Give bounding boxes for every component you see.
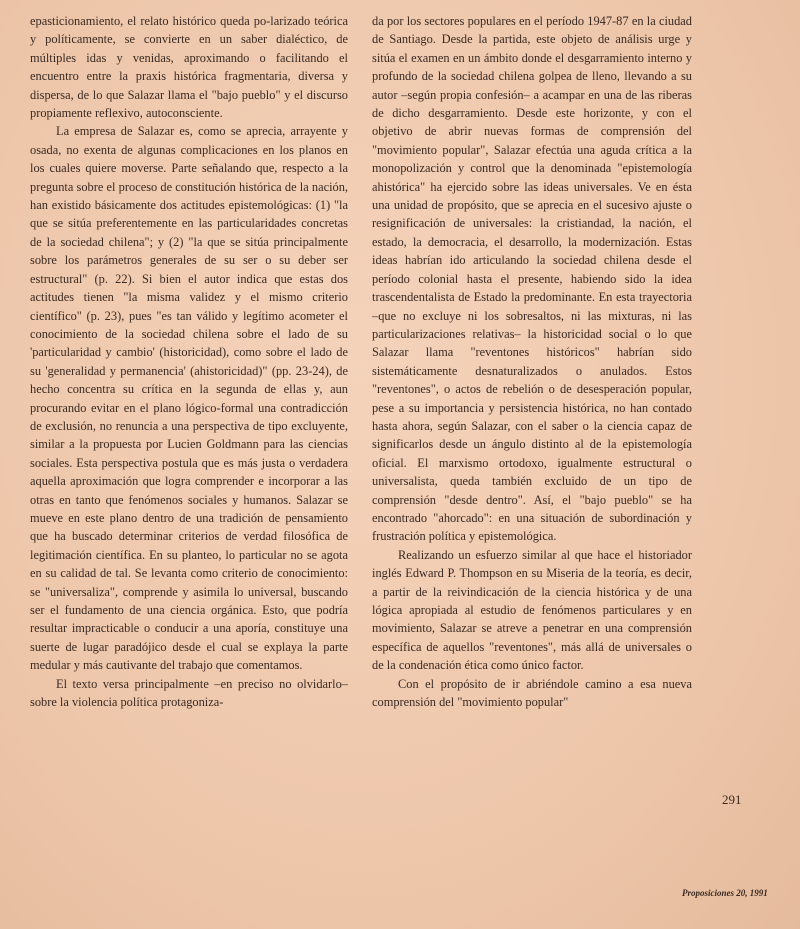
paragraph: Con el propósito de ir abriéndole camino a esa nueva comprensión del "movimiento popular" [372, 676, 692, 710]
right-text-column [372, 12, 692, 711]
paragraph: epasticionamiento, el relato histórico queda po-larizado teórica y políticamente, se convierte en un saber dialéctico, de múltiples idas y venidas, aproximando o facilitando el encuentro entre la praxis histórica fragmentaria, diversa y dispersa, de lo que Salazar llama el "bajo pueblo" y el discurso propiamente reflexivo, autoconsciente. [30, 14, 348, 121]
journal-footer: Proposiciones 20, 1991 [682, 888, 768, 898]
paragraph: La empresa de Salazar es, como se aprecia, arrayente y osada, no exenta de algunas complicaciones en los planos en los cuales quiere moverse. Parte señalando que, respecto a la pregunta sobre el proceso de constitución histórica de la nación, han existido básicamente dos actitudes epistemológicas: (1) "la que se sitúa preferentemente en las particularidades concretas de la sociedad chilena"; y (2) "la que se sitúa principalmente sobre los parámetros generales de su ser o su deber ser estructural" (p. 22). Si bien el autor indica que estas dos actitudes tienen "la misma validez y el mismo criterio científico" (p. 23), pues "es tan válido y legítimo acometer el conocimiento de la sociedad chilena sobre el lado de su 'particularidad y cambio' (historicidad), como sobre el lado de su 'generalidad y permanencia' (ahistoricidad)" (pp. 23-24), de hecho concentra su crítica en la segunda de ellas y, aun procurando evitar en el plano lógico-formal una contradicción de exclusión, no renuncia a una perspectiva de tipo excluyente, similar a la propuesta por Lucien Goldmann para las ciencias sociales. Esta perspectiva postula que es más justa o verdadera aquella aproximación que logra comprender e incorporar a las otras en tanto que fenómenos sociales y humanos. Salazar se mueve en este plano dentro de una tradición de pensamiento que ha buscado determinar criterios de verdad filosófica de legitimación científica. En su planteo, lo particular no se agota en su calidad de tal. Se levanta como criterio de conocimiento: se "universaliza", comprende y asimila lo universal, buscando ser el fundamento de una ciencia orgánica. Esto, que podría resultar impracticable o conducir a una aporía, constituye una suerte de lugar paradójico desde el cual se explaya la parte medular y más cautivante del trabajo que comentamos. [30, 124, 348, 673]
page-number: 291 [722, 792, 742, 807]
left-text-column [30, 12, 348, 711]
paragraph: Realizando un esfuerzo similar al que hace el historiador inglés Edward P. Thompson en su Miseria de la teoría, es decir, a partir de la reivindicación de la ciencia histórica y de una lógica apropiada al estudio de fenómenos particulares y en movimiento, Salazar se atreve a penetrar en una comprensión específica de aquellos "reventones", más allá de universales o de la condenación ética como único factor. [372, 547, 692, 673]
paragraph: El texto versa principalmente –en preciso no olvidarlo– sobre la violencia política protagoniza- [30, 676, 348, 710]
paragraph: da por los sectores populares en el período 1947-87 en la ciudad de Santiago. Desde la partida, este objeto de análisis urge y sitúa el examen en un ámbito donde el desgarramiento interno y profundo de la sociedad chilena golpea de lleno, llevando a su autor –según propia confesión– a acampar en una de las riberas de dicho desgarramiento. Desde este horizonte, y con el objetivo de abrir nuevas formas de comprensión del "movimiento popular", Salazar efectúa una aguda crítica a la monopolización y control que la denominada "epistemología ahistórica" ha ejercido sobre las ideas universales. Ve en ésta una unidad de propósito, que se aprecia en el sucesivo ajuste o resignificación de universales: la cristiandad, la nación, el estado, la democracia, el desarrollo, la modernización. Estas ideas habrían ido articulando la sociedad chilena desde el período colonial hasta el presente, habiendo sido la idea trascendentalista de Estado la predominante. En esta trayectoria –que no excluye ni los sobresaltos, ni las mixturas, ni las particularizaciones relativas– la historicidad social o lo que Salazar llama "reventones históricos" habrían sido sistemáticamente desnaturalizados o anulados. Estos "reventones", o actos de rebelión o de desesperación popular, pese a su importancia y persistencia histórica, no han contado hasta ahora, según Salazar, con el saber o la ciencia capaz de significarlos desde un ángulo distinto al de la epistemología oficial. El marxismo ortodoxo, igualmente estructural o universalista, queda también excluido de un tipo de comprensión "desde dentro". Así, el "bajo pueblo" se ha encontrado "ahorcado": en una situación de subordinación y frustración política y epistemológica. [372, 14, 692, 544]
